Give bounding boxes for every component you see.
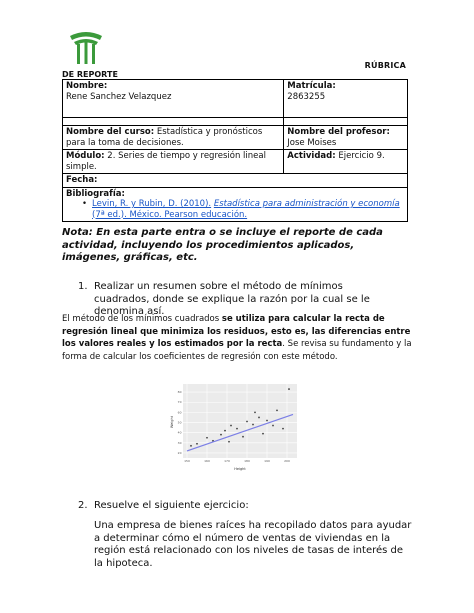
bibliografia-cell — [63, 187, 408, 222]
matricula-value: 2863255 — [287, 91, 326, 102]
modulo-label: Módulo: — [66, 151, 105, 161]
scatter-point — [224, 430, 226, 432]
fecha-label: Fecha: — [66, 175, 98, 185]
nota-text: Nota: En esta parte entra o se incluye el reporte de cada actividad, incluyendo los procedimientos aplicados, imágenes, gráficas, etc. — [62, 227, 383, 263]
y-tick-label: 60 — [177, 410, 182, 415]
university-logo — [68, 30, 104, 66]
question-2 — [78, 500, 398, 513]
question-2-number: 2. — [78, 500, 88, 511]
bib-rest-link[interactable]: (7ª ed.). México. Pearson educación. — [92, 209, 248, 220]
question-1-number: 1. — [78, 281, 88, 292]
bib-authors-link[interactable]: Levin, R. y Rubin, D. (2010). — [92, 199, 212, 209]
bibliografia-label: Bibliografía: — [66, 188, 125, 199]
curso-value: Estadística y pronósticos para la toma de decisiones. — [66, 127, 263, 148]
modulo-cell — [63, 150, 284, 174]
nombre-value: Rene Sanchez Velazquez — [66, 91, 172, 102]
scatter-point — [262, 433, 264, 435]
x-tick-label: 180 — [244, 459, 250, 463]
actividad-value: Ejercicio 9. — [338, 151, 385, 161]
scatter-point — [254, 411, 256, 413]
y-axis-label: Weight — [170, 415, 174, 429]
matricula-label: Matrícula: — [287, 81, 336, 91]
spacer-cell — [284, 118, 408, 126]
y-tick-label: 20 — [177, 450, 182, 455]
y-tick-labels — [178, 390, 182, 455]
x-tick-labels — [184, 459, 290, 463]
scatter-point — [288, 388, 290, 390]
paragraph-part-1: El método de los mínimos cuadrados — [62, 314, 222, 324]
actividad-label: Actividad: — [287, 151, 336, 161]
scatter-point — [220, 434, 222, 436]
scatter-point — [246, 421, 248, 423]
actividad-cell — [284, 150, 408, 174]
profesor-label: Nombre del profesor: — [287, 127, 390, 137]
bibliography-item — [66, 199, 404, 220]
x-tick-label: 160 — [204, 459, 210, 463]
curso-label: Nombre del curso: — [66, 127, 155, 137]
scatter-point — [252, 424, 254, 426]
y-tick-label: 80 — [177, 390, 182, 395]
y-tick-label: 50 — [177, 420, 182, 425]
scatter-point — [258, 417, 260, 419]
nombre-label: Nombre: — [66, 81, 108, 91]
scatter-point — [228, 441, 230, 443]
scatter-point — [206, 437, 208, 439]
profesor-value: Jose Moises — [287, 137, 337, 148]
x-tick-label: 190 — [264, 459, 270, 463]
summary-paragraph — [62, 313, 412, 363]
fecha-cell — [63, 174, 408, 188]
nombre-cell — [63, 80, 284, 118]
x-tick-label: 170 — [224, 459, 230, 463]
scatter-point — [196, 443, 198, 445]
matricula-cell — [284, 80, 408, 118]
x-tick-label: 150 — [184, 459, 190, 463]
scatter-point — [190, 445, 192, 447]
x-axis-label: Height — [234, 467, 246, 471]
x-tick-label: 200 — [284, 459, 290, 463]
curso-cell — [63, 126, 284, 150]
y-tick-label: 30 — [177, 440, 182, 445]
paragraph-part-2: . Se revisa su fundamento y la forma de calcular los coeficientes de regresión con este método. — [62, 339, 412, 362]
scatter-point — [236, 428, 238, 430]
paragraph-bold: se utiliza para calcular la recta de regresión lineal que minimiza los residuos, esto es, las diferencias entre los valores reales y los estimados por la recta — [62, 314, 411, 350]
bib-title-link[interactable]: Estadística para administración y economía — [213, 199, 400, 209]
modulo-value: 2. Series de tiempo y regresión lineal simple. — [66, 151, 266, 172]
scatter-point — [242, 436, 244, 438]
de-reporte-label: DE REPORTE — [62, 70, 118, 79]
y-tick-label: 40 — [177, 430, 182, 435]
rubrica-label: RÚBRICA — [364, 61, 406, 70]
bullet-icon: • — [82, 199, 88, 209]
scatter-point — [272, 425, 274, 427]
question-2-text: Resuelve el siguiente ejercicio: — [94, 500, 249, 511]
scatter-point — [230, 425, 232, 427]
regression-scatter-chart — [170, 382, 300, 472]
question-1-text: Realizar un resumen sobre el método de mínimos cuadrados, donde se explique la razón por la cual se le denomina así. — [94, 281, 370, 317]
spacer-cell — [63, 118, 284, 126]
scatter-point — [266, 420, 268, 422]
profesor-cell — [284, 126, 408, 150]
y-tick-label: 70 — [177, 400, 182, 405]
scatter-point — [276, 409, 278, 411]
exercise-text: Una empresa de bienes raíces ha recopilado datos para ayudar a determinar cómo el número de ventas de viviendas en la región está relacionado con los niveles de tasas de interés de la hipoteca. — [94, 520, 412, 569]
scatter-point — [282, 428, 284, 430]
info-table — [62, 79, 408, 222]
